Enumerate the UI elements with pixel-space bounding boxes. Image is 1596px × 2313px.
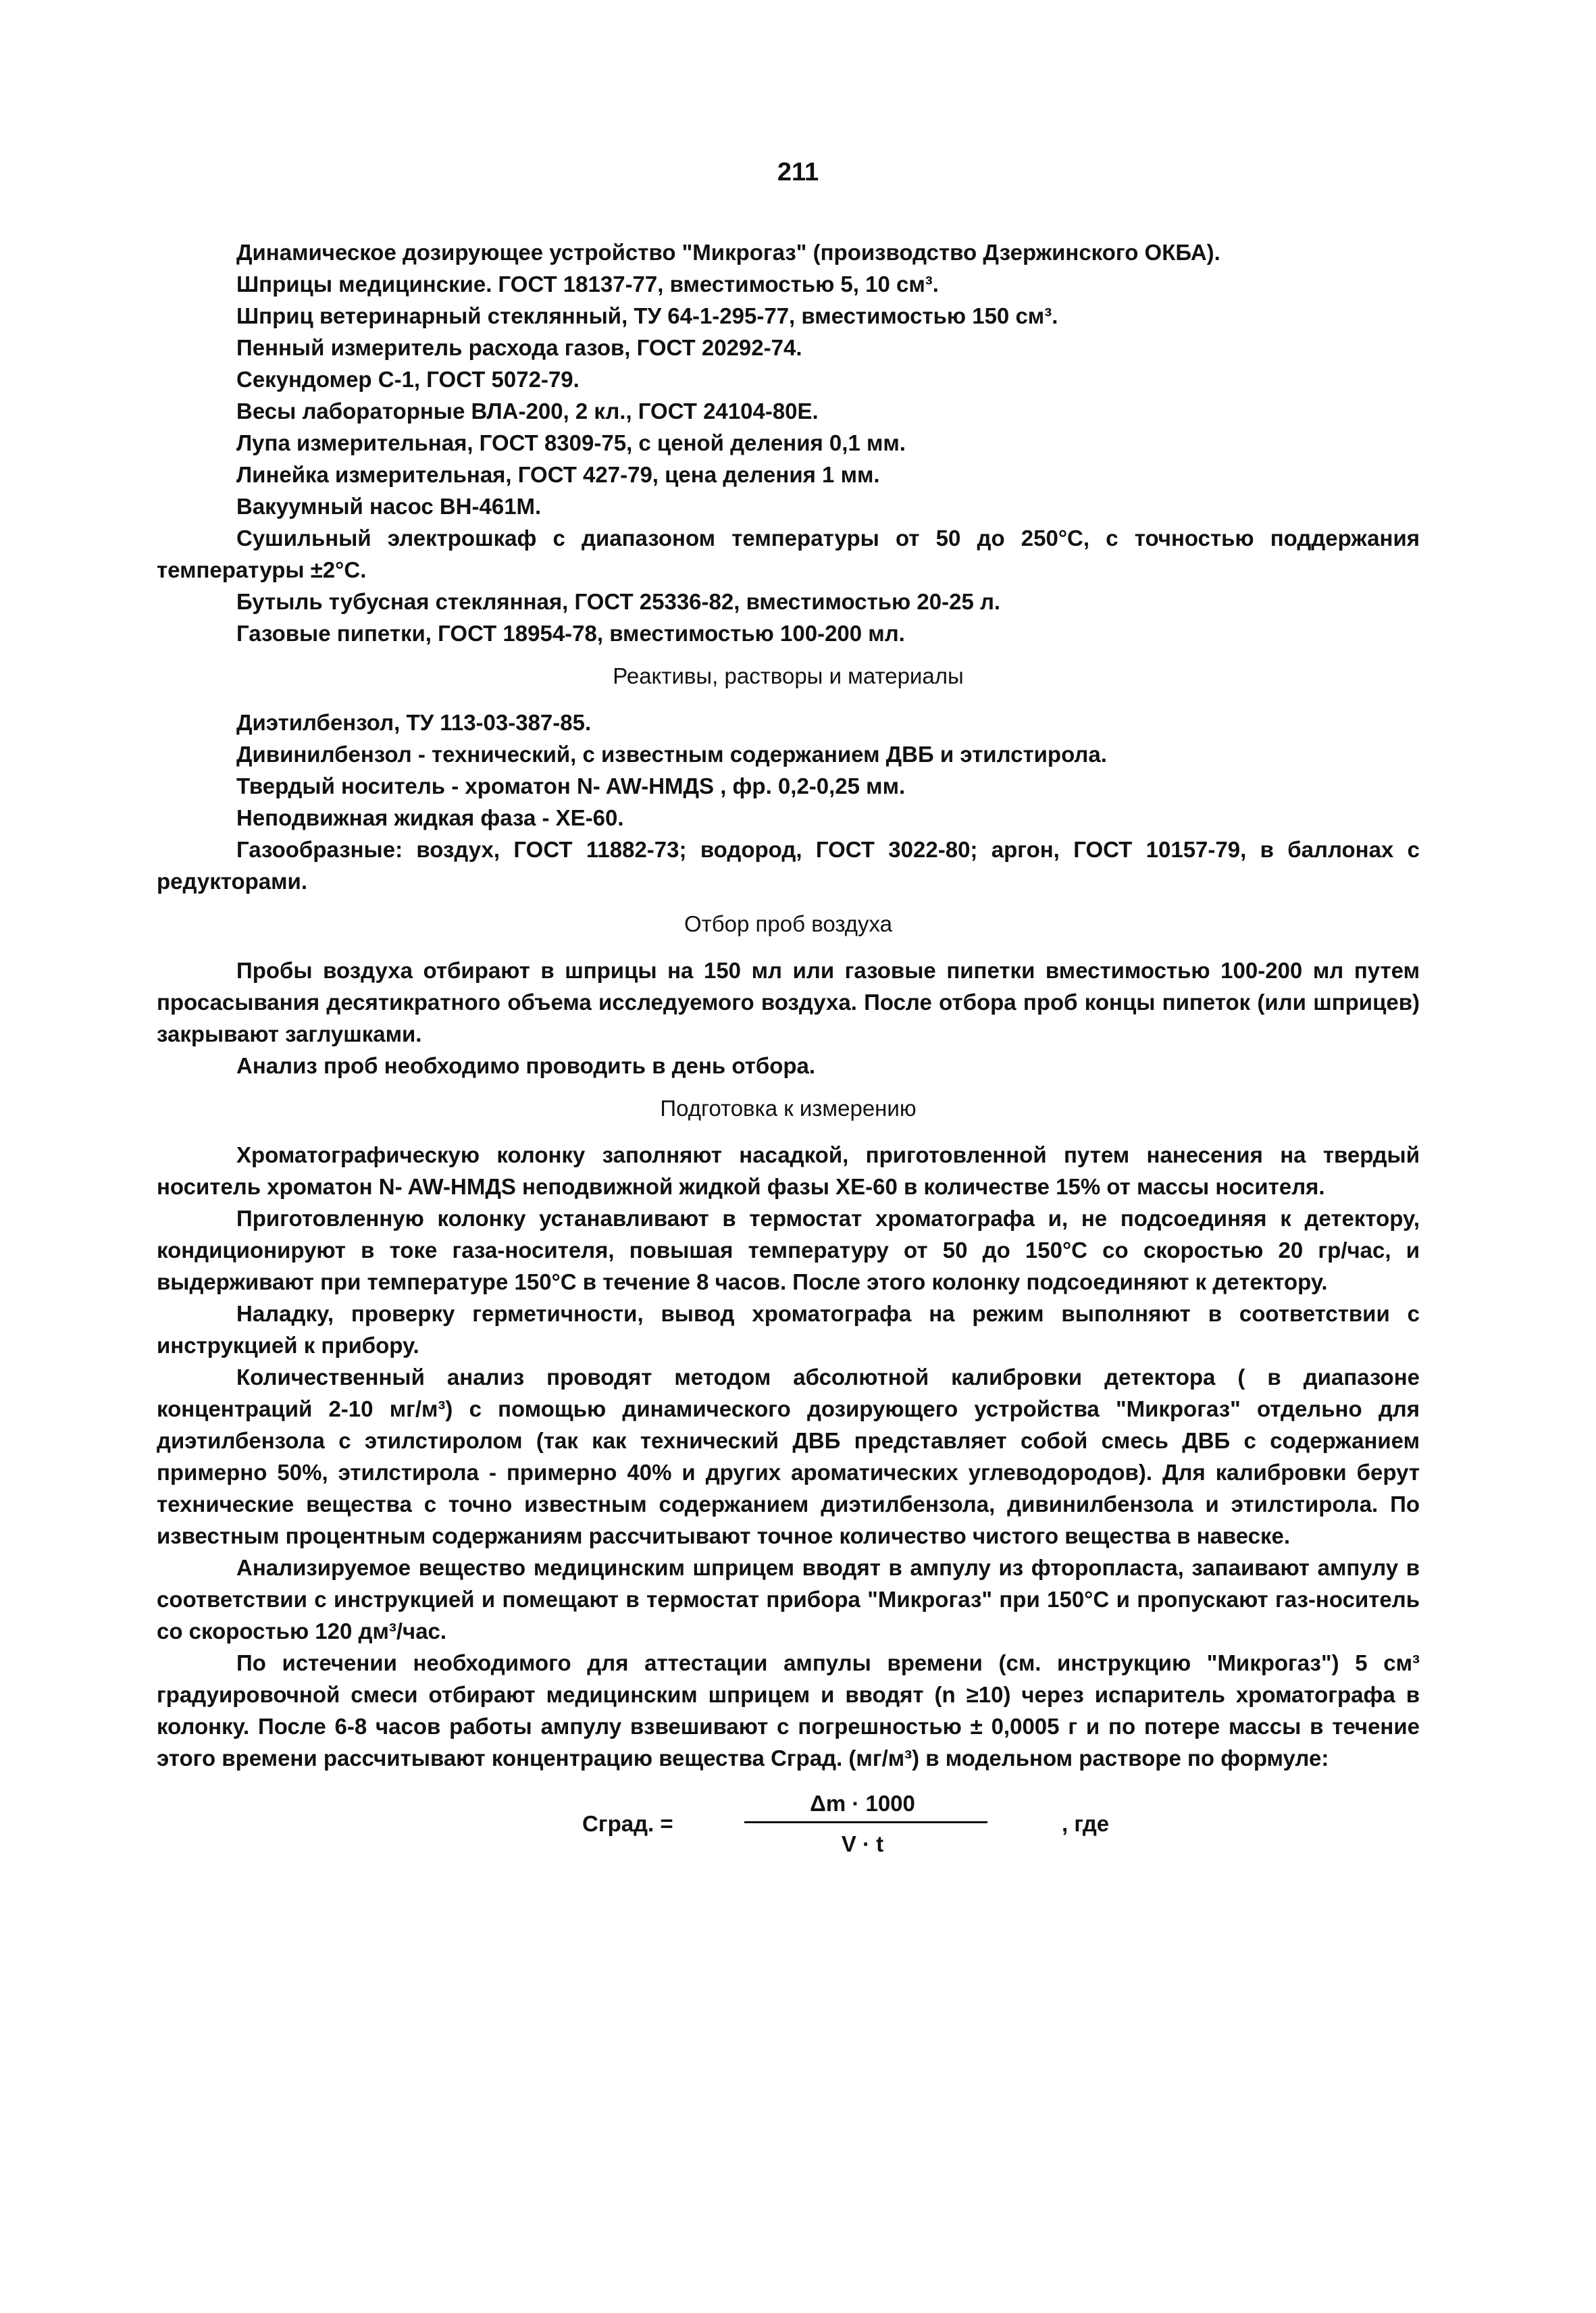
sampling-paragraph: Анализ проб необходимо проводить в день отбора. (236, 1053, 816, 1078)
equipment-item: Весы лабораторные ВЛА-200, 2 кл., ГОСТ 24104-80Е. (236, 399, 819, 424)
prep-paragraph: Хроматографическую колонку заполняют насадкой, приготовленной путем нанесения на твердый носитель хроматон N- AW-НМДS неподвижной жидкой фазы ХЕ-60 в количестве 15% от массы носителя. (157, 1142, 1420, 1199)
equipment-item: Лупа измерительная, ГОСТ 8309-75, с ценой деления 0,1 мм. (236, 430, 906, 455)
reagent-item: Диэтилбензол, ТУ 113-03-387-85. (236, 710, 592, 735)
equipment-list (157, 236, 1420, 649)
page-body (157, 236, 1420, 1878)
equipment-item: Линейка измерительная, ГОСТ 427-79, цена деления 1 мм. (236, 462, 880, 487)
equipment-item: Вакуумный насос ВН-461М. (236, 494, 542, 519)
prep-paragraph: Анализируемое вещество медицинским шприцем вводят в ампулу из фторопласта, запаивают ампулу в соответствии с инструкцией и помещают в термостат прибора "Микрогаз" при 150°С и пропускают газ-носитель со скоростью 120 дм³/час. (157, 1555, 1420, 1644)
equipment-item: Шприцы медицинские. ГОСТ 18137-77, вместимостью 5, 10 см³. (236, 272, 939, 297)
sampling-paragraph: Пробы воздуха отбирают в шприцы на 150 мл или газовые пипетки вместимостью 100-200 мл путем просасывания десятикратного объема исследуемого воздуха. После отбора проб концы пипеток (или шприцев) закрывают заглушками. (157, 958, 1420, 1046)
concentration-formula (157, 1783, 1420, 1878)
equipment-item: Газовые пипетки, ГОСТ 18954-78, вместимостью 100-200 мл. (236, 621, 905, 646)
reagent-item: Газообразные: воздух, ГОСТ 11882-73; водород, ГОСТ 3022-80; аргон, ГОСТ 10157-79, в баллонах с редукторами. (157, 837, 1420, 894)
prep-paragraph: Количественный анализ проводят методом абсолютной калибровки детектора ( в диапазоне концентраций 2-10 мг/м³) с помощью динамического дозирующего устройства "Микрогаз" отдельно для диэтилбензола с этилстиролом (так как технический ДВБ представляет собой смесь ДВБ с содержанием примерно 50%, этилстирола - примерно 40% и других ароматических углеводородов). Для калибровки берут технические вещества с точно известным содержанием диэтилбензола, дивинилбензола и этилстирола. По известным процентным содержаниям рассчитывают точное количество чистого вещества в навеске. (157, 1365, 1420, 1548)
formula-tail: , где (1062, 1811, 1110, 1836)
prep-paragraph: Наладку, проверку герметичности, вывод хроматографа на режим выполняют в соответствии с инструкцией к прибору. (157, 1301, 1420, 1358)
equipment-item: Сушильный электрошкаф с диапазоном температуры от 50 до 250°С, с точностью поддержания температуры ±2°С. (157, 526, 1420, 582)
equipment-item: Секундомер С-1, ГОСТ 5072-79. (236, 367, 580, 392)
prep-section (157, 1139, 1420, 1774)
equipment-item: Бутыль тубусная стеклянная, ГОСТ 25336-82, вместимостью 20-25 л. (236, 589, 1001, 614)
page-number: 211 (777, 158, 819, 186)
equipment-item: Пенный измеритель расхода газов, ГОСТ 20292-74. (236, 335, 802, 360)
prep-paragraph: Приготовленную колонку устанавливают в термостат хроматографа и, не подсоединяя к детектору, кондиционируют в токе газа-носителя, повышая температуру от 50 до 150°С со скоростью 20 гр/час, и выдерживают при температуре 150°С в течение 8 часов. После этого колонку подсоединяют к детектору. (157, 1206, 1420, 1294)
fraction-bar (744, 1821, 987, 1823)
formula-denominator: V · t (841, 1831, 884, 1856)
reagent-item: Неподвижная жидкая фаза - ХЕ-60. (236, 805, 624, 830)
reagent-item: Дивинилбензол - технический, с известным содержанием ДВБ и этилстирола. (236, 742, 1107, 767)
formula-numerator: Δm · 1000 (810, 1791, 915, 1816)
prep-heading: Подготовка к измерению (660, 1096, 917, 1121)
equipment-item: Шприц ветеринарный стеклянный, ТУ 64-1-295-77, вместимостью 150 см³. (236, 303, 1058, 328)
sampling-section (157, 955, 1420, 1082)
formula-lhs: Сград. = (582, 1811, 673, 1836)
reagents-heading: Реактивы, растворы и материалы (613, 663, 964, 688)
reagent-item: Твердый носитель - хроматон N- AW-НМДS , фр. 0,2-0,25 мм. (236, 773, 906, 798)
reagents-list (157, 707, 1420, 897)
equipment-item: Динамическое дозирующее устройство "Микрогаз" (производство Дзержинского ОКБА). (236, 240, 1220, 265)
prep-paragraph: По истечении необходимого для аттестации ампулы времени (см. инструкцию "Микрогаз") 5 см³ градуировочной смеси отбирают медицинским шприцем и вводят (n ≥10) через испаритель хроматографа в колонку. После 6-8 часов работы ампулу взвешивают с погрешностью ± 0,0005 г и по потере массы в течение этого времени рассчитывают концентрацию вещества Сград. (мг/м³) в модельном растворе по формуле: (157, 1650, 1420, 1771)
sampling-heading: Отбор проб воздуха (684, 911, 892, 936)
